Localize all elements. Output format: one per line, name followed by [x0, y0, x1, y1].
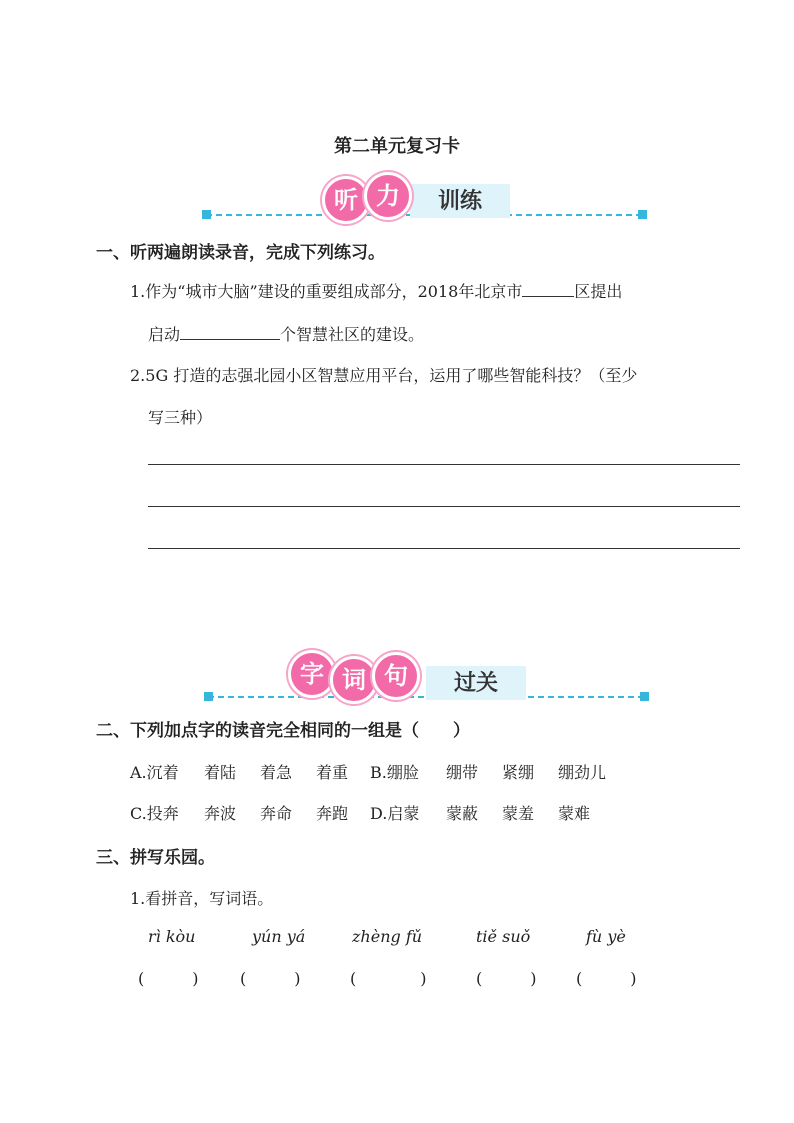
banner-bubble: 句 [372, 652, 420, 700]
option-item: C.投奔 [130, 804, 179, 823]
option-item: 绷带 [446, 763, 479, 782]
banner-bubble: 力 [364, 172, 412, 220]
pinyin-item: tiě suǒ [476, 927, 531, 946]
option-item: 绷劲儿 [558, 763, 607, 782]
option-item: 奔波 [204, 804, 237, 823]
option-item: 蒙蔽 [446, 804, 479, 823]
option-item: D.启蒙 [370, 804, 420, 823]
option-item: 蒙难 [558, 804, 591, 823]
question-text: 2.5G 打造的志强北园小区智慧应用平台，运用了哪些智能科技？（至少 [130, 366, 638, 385]
question-text-part: 个智慧社区的建设。 [280, 325, 425, 344]
banner-tab: 训练 [410, 184, 510, 218]
banner-bubble: 听 [322, 176, 370, 224]
banner-bubble: 词 [330, 656, 378, 704]
question-text: 写三种） [148, 408, 213, 427]
section-heading: 三、拼写乐园。 [96, 848, 215, 868]
option-item: 奔命 [260, 804, 293, 823]
section-heading: 一、听两遍朗读录音，完成下列练习。 [96, 243, 385, 263]
option-item: B.绷脸 [370, 763, 419, 782]
option-item: 奔跑 [316, 804, 349, 823]
line-end-left [204, 692, 213, 701]
page-title: 第二单元复习卡 [334, 136, 460, 157]
question-text [130, 279, 622, 302]
line-end-right [640, 692, 649, 701]
line-end-left [202, 210, 211, 219]
answer-line[interactable] [148, 464, 740, 465]
answer-box[interactable]: ( ) [576, 969, 637, 988]
pinyin-item: fù yè [586, 927, 626, 946]
answer-line[interactable] [148, 506, 740, 507]
answer-line[interactable] [148, 548, 740, 549]
answer-blank[interactable] [180, 339, 280, 340]
option-item: 紧绷 [502, 763, 535, 782]
banner-tab: 过关 [426, 666, 526, 700]
question-text-part: 区提出 [574, 282, 623, 301]
option-item: 着重 [316, 763, 349, 782]
pinyin-item: zhèng fǔ [352, 927, 423, 946]
answer-box[interactable]: ( ) [350, 969, 427, 988]
pinyin-item: yún yá [252, 927, 306, 946]
pinyin-item: rì kòu [148, 927, 196, 946]
option-item: 着急 [260, 763, 293, 782]
banner-bubble: 字 [288, 650, 336, 698]
answer-box[interactable]: ( ) [240, 969, 301, 988]
question-text-part: 1.作为“城市大脑”建设的重要组成部分，2018年北京市 [130, 282, 523, 301]
question-text-part: 启动 [148, 325, 181, 344]
option-item: A.沉着 [130, 763, 179, 782]
sub-question: 1.看拼音，写词语。 [130, 889, 274, 908]
answer-blank[interactable] [522, 296, 574, 297]
option-item: 蒙羞 [502, 804, 535, 823]
answer-box[interactable]: ( ) [138, 969, 199, 988]
answer-box[interactable]: ( ) [476, 969, 537, 988]
option-item: 着陆 [204, 763, 237, 782]
section-heading: 二、下列加点字的读音完全相同的一组是（ ） [96, 721, 470, 741]
line-end-right [638, 210, 647, 219]
question-text [148, 322, 424, 345]
